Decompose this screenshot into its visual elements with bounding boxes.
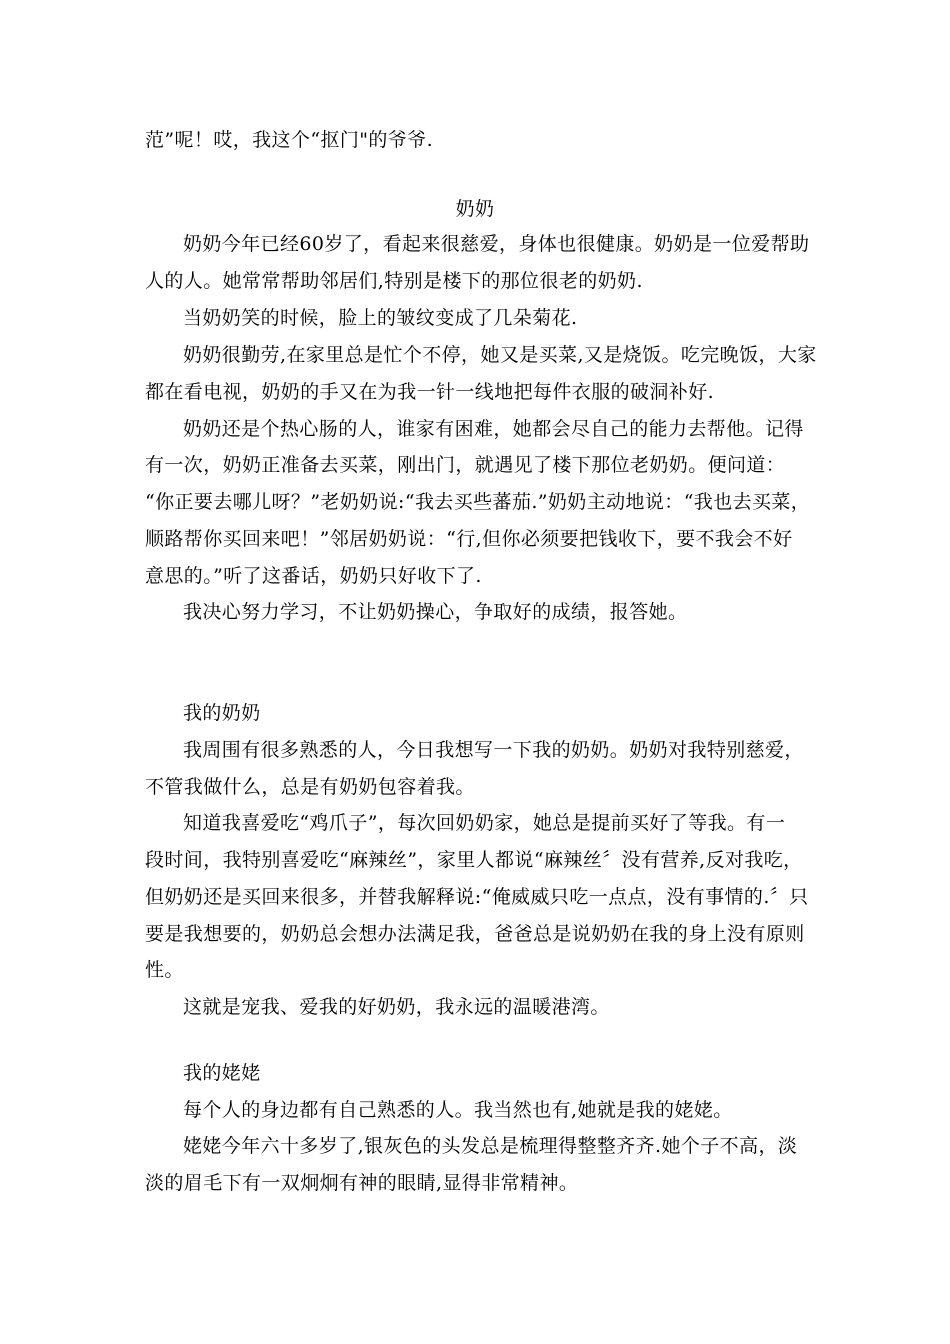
text-line: 我周围有很多熟悉的人，今日我想写一下我的奶奶。奶奶对我特别慈爱，: [183, 739, 804, 761]
text-line: 不管我做什么，总是有奶奶包容着我。: [145, 776, 475, 798]
text-line: 意思的。”听了这番话，奶奶只好收下了.: [145, 565, 482, 587]
text-line: 每个人的身边都有自己熟悉的人。我当然也有,她就是我的姥姥。: [183, 1099, 733, 1121]
text-line: 段时间，我特别喜爱吃“麻辣丝”，家里人都说“麻辣丝〞没有营养,反对我吃，: [145, 849, 803, 871]
text-line: 知道我喜爱吃“鸡爪子”，每次回奶奶家，她总是提前买好了等我。有一: [183, 812, 786, 834]
text-line: 当奶奶笑的时候，脸上的皱纹变成了几朵菊花.: [183, 307, 578, 329]
text-line: 都在看电视，奶奶的手又在为我一针一线地把每件衣服的破洞补好.: [145, 381, 715, 403]
text-line: 人的人。她常常帮助邻居们,特别是楼下的那位很老的奶奶.: [145, 270, 643, 292]
text-line: 范”呢！哎，我这个“抠门"的爷爷.: [145, 129, 434, 151]
text-line: 淡的眉毛下有一双炯炯有神的眼睛,显得非常精神。: [145, 1172, 579, 1194]
text-line: “你正要去哪儿呀？”老奶奶说:“我去买些蕃茄.”奶奶主动地说：“我也去买菜，: [145, 491, 811, 513]
text-line: 姥姥今年六十多岁了,银灰色的头发总是梳理得整整齐齐.她个子不高，淡: [183, 1135, 798, 1157]
text-line: 我决心努力学习，不让奶奶操心，争取好的成绩，报答她。: [183, 601, 688, 623]
text-line: 顺路帮你买回来吧！”邻居奶奶说：“行,但你必须要把钱收下，要不我会不好: [145, 528, 793, 550]
text-line: 奶奶今年已经60岁了，看起来很慈爱，身体也很健康。奶奶是一位爱帮助: [183, 233, 810, 255]
text-line: 奶奶还是个热心肠的人，谁家有困难，她都会尽自己的能力去帮他。记得: [183, 418, 804, 440]
section-title-wo-de-nainai: 我的奶奶: [183, 702, 261, 724]
text-line: 要是我想要的，奶奶总会想办法满足我，爸爸总是说奶奶在我的身上没有原则: [145, 923, 805, 945]
text-line: 这就是宠我、爱我的好奶奶，我永远的温暖港湾。: [183, 996, 610, 1018]
text-line: 但奶奶还是买回来很多，并替我解释说:“俺威威只吃一点点，没有事情的.〞只: [145, 886, 809, 908]
text-line: 性。: [145, 959, 184, 981]
section-title-nainai: 奶奶: [455, 198, 495, 220]
section-title-wo-de-laolao: 我的姥姥: [183, 1062, 261, 1084]
text-line: 奶奶很勤劳,在家里总是忙个不停，她又是买菜,又是烧饭。吃完晚饭，大家: [183, 344, 817, 366]
text-line: 有一次，奶奶正准备去买菜，刚出门，就遇见了楼下那位老奶奶。便问道：: [145, 454, 786, 476]
